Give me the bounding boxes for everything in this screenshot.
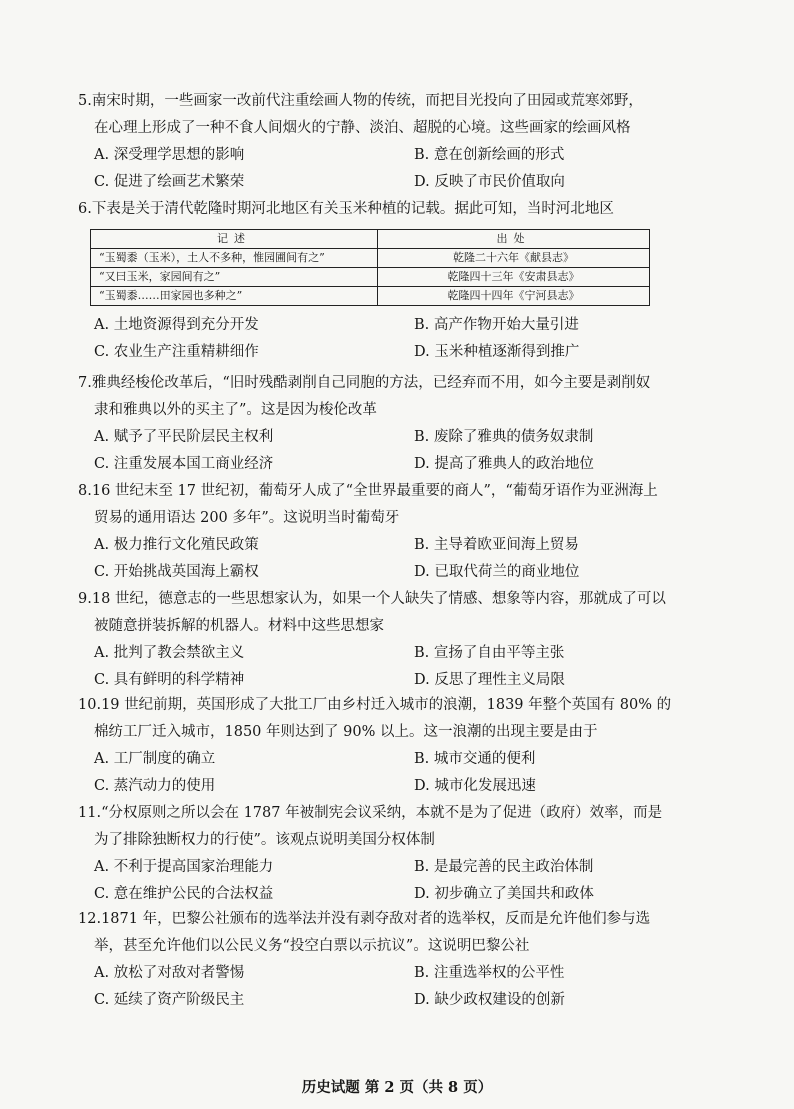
question-number: 6. [78, 201, 92, 217]
question-5 [78, 88, 718, 196]
option-c[interactable]: C. 促进了绘画艺术繁荣 [94, 174, 245, 190]
stem-line: 16 世纪末至 17 世纪初，葡萄牙人成了“全世界最重要的商人”，“葡萄牙语作为亚洲海上 [91, 483, 658, 499]
question-number: 5. [78, 93, 92, 109]
table-cell: “玉蜀黍（玉米），土人不多种，惟园圃间有之” [91, 249, 378, 268]
options [94, 854, 718, 908]
stem-line: 1871 年，巴黎公社颁布的选举法并没有剥夺敌对者的选举权，反而是允许他们参与选 [101, 911, 651, 927]
question-number: 8. [78, 483, 92, 499]
question-number: 7. [78, 375, 92, 391]
options [94, 532, 718, 586]
question-11 [78, 800, 718, 908]
option-a[interactable]: A. 放松了对敌对者警惕 [94, 965, 245, 981]
option-a[interactable]: A. 不利于提高国家治理能力 [94, 859, 274, 875]
stem-line: 贸易的通用语达 200 多年”。这说明当时葡萄牙 [94, 510, 400, 526]
option-b[interactable]: B. 主导着欧亚间海上贸易 [414, 537, 579, 553]
stem-line: 下表是关于清代乾隆时期河北地区有关玉米种植的记载。据此可知，当时河北地区 [91, 201, 614, 217]
option-d[interactable]: D. 反思了理性主义局限 [414, 672, 565, 688]
option-c[interactable]: C. 意在维护公民的合法权益 [94, 886, 274, 902]
table-cell: “又曰玉米，家园间有之” [91, 268, 378, 287]
option-a[interactable]: A. 工厂制度的确立 [94, 751, 216, 767]
question-number: 9. [78, 591, 92, 607]
option-c[interactable]: C. 开始挑战英国海上霸权 [94, 564, 259, 580]
option-b[interactable]: B. 城市交通的便利 [414, 751, 536, 767]
option-b[interactable]: B. 意在创新绘画的形式 [414, 147, 565, 163]
stem-line: 雅典经梭伦改革后，“旧时残酷剥削自己同胞的方法，已经弃而不用，如今主要是剥削奴 [91, 375, 651, 391]
table-header-row [91, 230, 650, 249]
stem-line: 棉纺工厂迁入城市，1850 年则达到了 90% 以上。这一浪潮的出现主要是由于 [94, 724, 598, 740]
table-row [91, 249, 650, 268]
table-cell: 乾隆四十三年《安肃县志》 [378, 268, 650, 287]
question-stem [78, 906, 718, 960]
options [94, 960, 718, 1014]
table-header: 记述 [91, 230, 378, 249]
stem-line: 在心理上形成了一种不食人间烟火的宁静、淡泊、超脱的心境。这些画家的绘画风格 [94, 120, 631, 136]
option-b[interactable]: B. 宣扬了自由平等主张 [414, 645, 565, 661]
stem-line: 为了排除独断权力的行使”。该观点说明美国分权体制 [94, 832, 435, 848]
option-c[interactable]: C. 延续了资产阶级民主 [94, 992, 245, 1008]
option-d[interactable]: D. 提高了雅典人的政治地位 [414, 456, 594, 472]
option-a[interactable]: A. 批判了教会禁欲主义 [94, 645, 245, 661]
question-7 [78, 370, 718, 478]
question-6 [78, 196, 718, 366]
options [94, 312, 718, 366]
question-stem [78, 370, 718, 424]
option-d[interactable]: D. 已取代荷兰的商业地位 [414, 564, 580, 580]
data-table [90, 229, 650, 306]
option-d[interactable]: D. 玉米种植逐渐得到推广 [414, 344, 580, 360]
question-9 [78, 586, 718, 694]
question-number: 12. [78, 911, 102, 927]
stem-line: 举，甚至允许他们以公民义务“投空白票以示抗议”。这说明巴黎公社 [94, 938, 530, 954]
option-d[interactable]: D. 城市化发展迅速 [414, 778, 536, 794]
option-c[interactable]: C. 具有鲜明的科学精神 [94, 672, 245, 688]
option-d[interactable]: D. 缺少政权建设的创新 [414, 992, 565, 1008]
question-10 [78, 692, 718, 800]
question-number: 10. [78, 697, 102, 713]
table-cell: 乾隆二十六年《献县志》 [378, 249, 650, 268]
table-cell: “玉蜀黍……田家园也多种之” [91, 287, 378, 306]
option-b[interactable]: B. 注重选举权的公平性 [414, 965, 565, 981]
question-stem [78, 800, 718, 854]
question-stem [78, 196, 718, 223]
stem-line: 南宋时期，一些画家一改前代注重绘画人物的传统，而把目光投向了田园或荒寒郊野， [91, 93, 643, 109]
option-a[interactable]: A. 极力推行文化殖民政策 [94, 537, 259, 553]
option-a[interactable]: A. 土地资源得到充分开发 [94, 317, 259, 333]
option-a[interactable]: A. 深受理学思想的影响 [94, 147, 245, 163]
question-8 [78, 478, 718, 586]
option-b[interactable]: B. 是最完善的民主政治体制 [414, 859, 594, 875]
options [94, 142, 718, 196]
question-stem [78, 692, 718, 746]
question-stem [78, 88, 718, 142]
option-d[interactable]: D. 反映了市民价值取向 [414, 174, 565, 190]
question-stem [78, 586, 718, 640]
stem-line: 18 世纪，德意志的一些思想家认为，如果一个人缺失了情感、想象等内容，那就成了可以 [91, 591, 666, 607]
option-d[interactable]: D. 初步确立了美国共和政体 [414, 886, 594, 902]
options [94, 746, 718, 800]
table-row [91, 287, 650, 306]
question-12 [78, 906, 718, 1014]
table-cell: 乾隆四十四年《宁河县志》 [378, 287, 650, 306]
option-c[interactable]: C. 注重发展本国工商业经济 [94, 456, 274, 472]
question-number: 11. [78, 805, 102, 821]
stem-line: 隶和雅典以外的买主了”。这是因为梭伦改革 [94, 402, 377, 418]
question-stem [78, 478, 718, 532]
options [94, 424, 718, 478]
stem-line: 19 世纪前期，英国形成了大批工厂由乡村迁入城市的浪潮，1839 年整个英国有 80% 的 [101, 697, 672, 713]
table-header: 出处 [378, 230, 650, 249]
option-b[interactable]: B. 废除了雅典的债务奴隶制 [414, 429, 594, 445]
option-c[interactable]: C. 蒸汽动力的使用 [94, 778, 216, 794]
stem-line: “分权原则之所以会在 1787 年被制宪会议采纳，本就不是为了促进（政府）效率，而是 [101, 805, 663, 821]
option-a[interactable]: A. 赋予了平民阶层民主权利 [94, 429, 274, 445]
option-b[interactable]: B. 高产作物开始大量引进 [414, 317, 579, 333]
options [94, 640, 718, 694]
option-c[interactable]: C. 农业生产注重精耕细作 [94, 344, 259, 360]
table-row [91, 268, 650, 287]
stem-line: 被随意拼装拆解的机器人。材料中这些思想家 [94, 618, 384, 634]
page-footer: 历史试题 第 2 页（共 8 页） [301, 1079, 493, 1096]
